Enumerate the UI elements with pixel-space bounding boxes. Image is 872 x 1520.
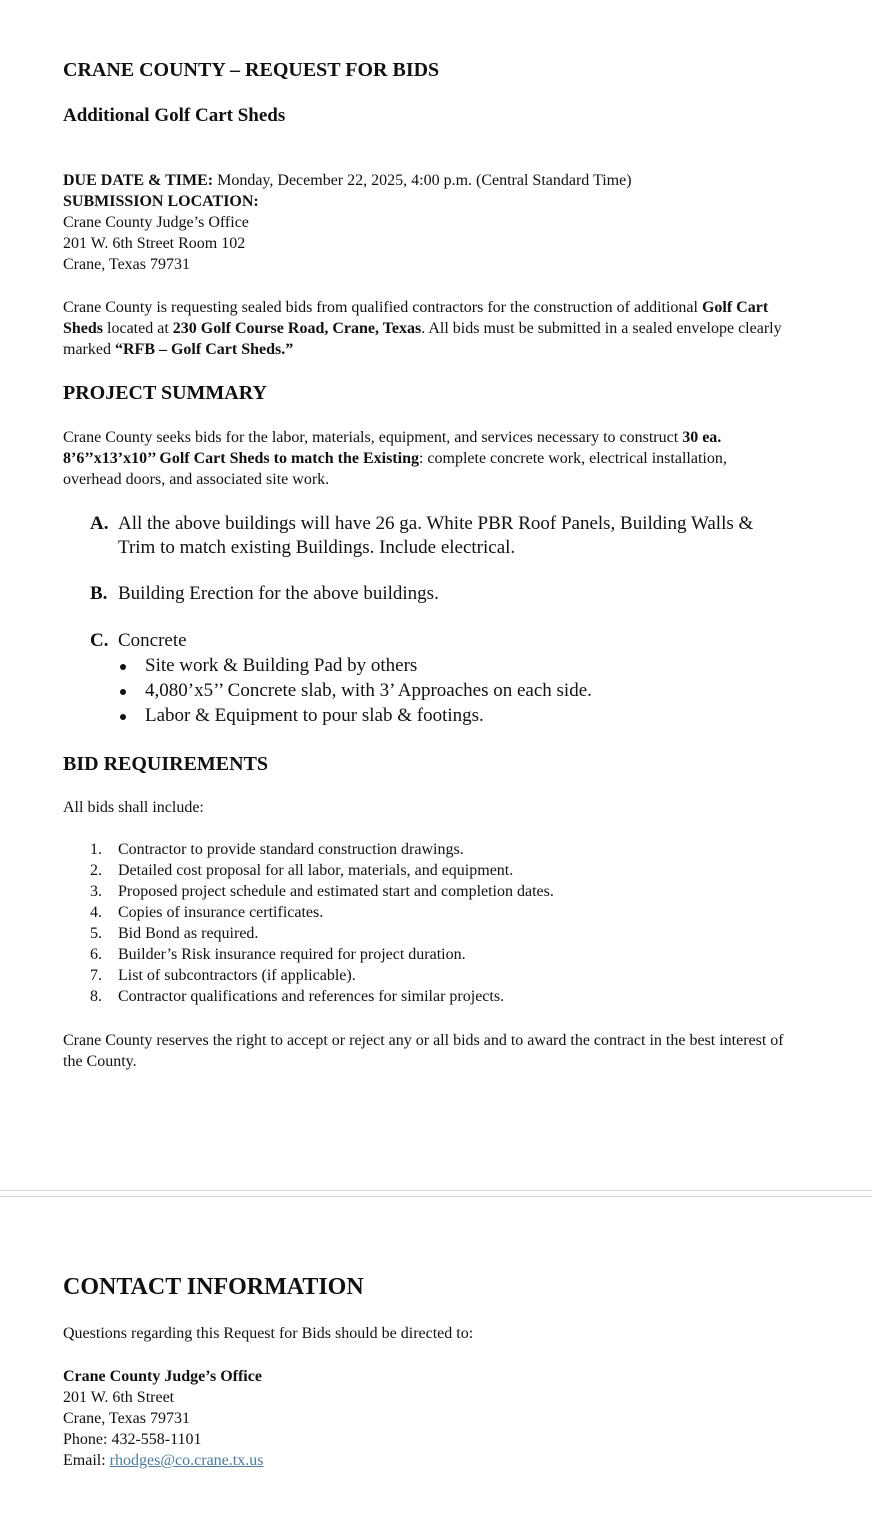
contact-block (63, 1366, 793, 1471)
scope-item: B. Building Erection for the above buildings. (90, 583, 439, 604)
bullet-item: 4,080’x5’’ Concrete slab, with 3’ Approaches on each side. (90, 679, 780, 703)
submission-location-label: SUBMISSION LOCATION: (63, 193, 259, 210)
contact-email-line: Email: rhodges@co.crane.tx.us (63, 1452, 264, 1469)
requirement-item: 1. Contractor to provide standard construction drawings. (90, 841, 464, 858)
scope-item: A. All the above buildings will have 26 ga. White PBR Roof Panels, Building Walls & Trim to match existing Buildings. Include electrical. (90, 513, 754, 558)
requirement-item: 8. Contractor qualifications and references for similar projects. (90, 988, 505, 1005)
requirement-item: 2. Detailed cost proposal for all labor, materials, and equipment. (90, 862, 514, 879)
submission-block (63, 170, 793, 275)
bullet-item: Labor & Equipment to pour slab & footings. (90, 704, 780, 728)
contact-intro: Questions regarding this Request for Bids should be directed to: (63, 1325, 474, 1342)
document-subtitle: Additional Golf Cart Sheds (63, 105, 286, 126)
concrete-bullets (90, 654, 780, 728)
requirements-intro: All bids shall include: (63, 799, 204, 816)
requirement-item: 4. Copies of insurance certificates. (90, 904, 324, 921)
summary-paragraph: Crane County seeks bids for the labor, materials, equipment, and services necessary to construct 30 ea. 8’6’’x13’x10’’ Golf Cart Sheds to match the Existing: complete concrete work, electrical installation, overhead doors, and associated site work. (63, 429, 727, 488)
contact-street: 201 W. 6th Street (63, 1389, 175, 1406)
due-date-line (63, 170, 793, 191)
due-date-label: DUE DATE & TIME: (63, 172, 214, 189)
contact-city: Crane, Texas 79731 (63, 1410, 190, 1427)
bid-requirements-heading: BID REQUIREMENTS (63, 753, 269, 775)
requirement-item: 5. Bid Bond as required. (90, 925, 259, 942)
project-summary-heading: PROJECT SUMMARY (63, 382, 267, 404)
requirement-item: 3. Proposed project schedule and estimated start and completion dates. (90, 883, 554, 900)
contact-office: Crane County Judge’s Office (63, 1368, 262, 1385)
closing-paragraph: Crane County reserves the right to accept or reject any or all bids and to award the contract in the best interest of the County. (63, 1032, 784, 1070)
requirements-list (90, 839, 790, 1007)
contact-phone: Phone: 432-558-1101 (63, 1431, 202, 1448)
due-date-value: Monday, December 22, 2025, 4:00 p.m. (Central Standard Time) (213, 172, 632, 189)
scope-item: C. Concrete (90, 630, 187, 651)
submission-line: 201 W. 6th Street Room 102 (63, 235, 246, 252)
requirement-item: 6. Builder’s Risk insurance required for project duration. (90, 946, 466, 963)
submission-line: Crane County Judge’s Office (63, 214, 249, 231)
requirement-item: 7. List of subcontractors (if applicable). (90, 967, 356, 984)
bullet-item: Site work & Building Pad by others (90, 654, 780, 678)
scope-list (90, 512, 780, 728)
document-title: CRANE COUNTY – REQUEST FOR BIDS (63, 59, 440, 81)
intro-paragraph: Crane County is requesting sealed bids from qualified contractors for the construction of additional Golf Cart Sheds located at 230 Golf Course Road, Crane, Texas. All bids must be submitted in a sealed envelope clearly marked “RFB – Golf Cart Sheds.” (63, 299, 782, 358)
page-2 (0, 1197, 872, 1520)
page-divider (0, 1190, 872, 1191)
contact-email-link[interactable]: rhodges@co.crane.tx.us (109, 1452, 264, 1469)
submission-line: Crane, Texas 79731 (63, 256, 190, 273)
contact-heading: CONTACT INFORMATION (63, 1274, 364, 1300)
